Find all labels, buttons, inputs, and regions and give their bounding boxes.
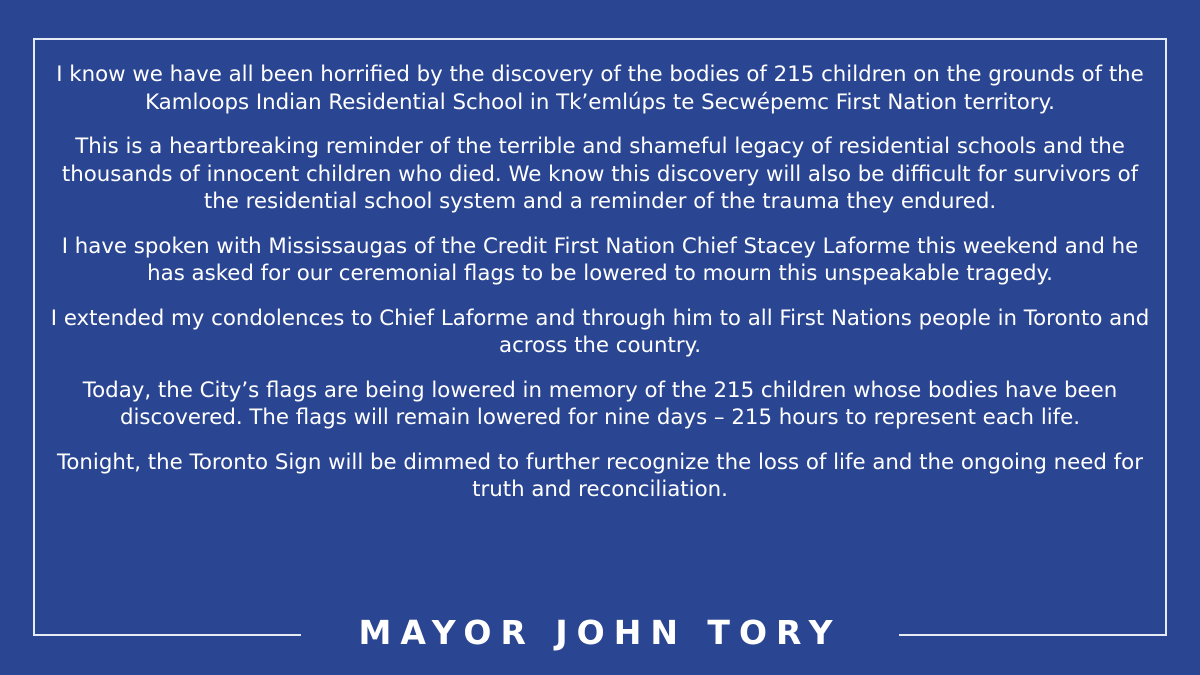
- signature-name: MAYOR JOHN TORY: [358, 613, 842, 652]
- frame-left-border: [33, 38, 35, 636]
- statement-paragraph: Today, the City’s flags are being lowered in memory of the 215 children whose bodies have been discovered. The flags will remain lowered for nine days – 215 hours to represent each life.: [82, 377, 1118, 430]
- statement-paragraph: I have spoken with Mississaugas of the Credit First Nation Chief Stacey Laforme this weekend and he has asked for our ceremonial flags to be lowered to mourn this unspeakable tragedy.: [61, 233, 1139, 286]
- frame-bottom-left-border: [33, 634, 301, 636]
- statement-paragraph: I know we have all been horrified by the discovery of the bodies of 215 children on the grounds of the Kamloops Indian Residential School in Tk’emlúps te Secwépemc First Nation territory.: [56, 62, 1144, 115]
- frame-right-border: [1165, 38, 1167, 636]
- statement-paragraph: Tonight, the Toronto Sign will be dimmed to further recognize the loss of life and the ongoing need for truth and reconciliation.: [57, 449, 1143, 502]
- statement-paragraph: This is a heartbreaking reminder of the terrible and shameful legacy of residential schools and the thousands of innocent children who died. We know this discovery will also be difficult for survivors of the residential school system and a reminder of the trauma they endured.: [61, 134, 1139, 214]
- frame-top-border: [33, 38, 1167, 40]
- statement-paragraph: I extended my condolences to Chief Laforme and through him to all First Nations people in Toronto and across the country.: [50, 305, 1150, 358]
- statement-body: [50, 61, 1150, 504]
- frame-bottom-right-border: [899, 634, 1167, 636]
